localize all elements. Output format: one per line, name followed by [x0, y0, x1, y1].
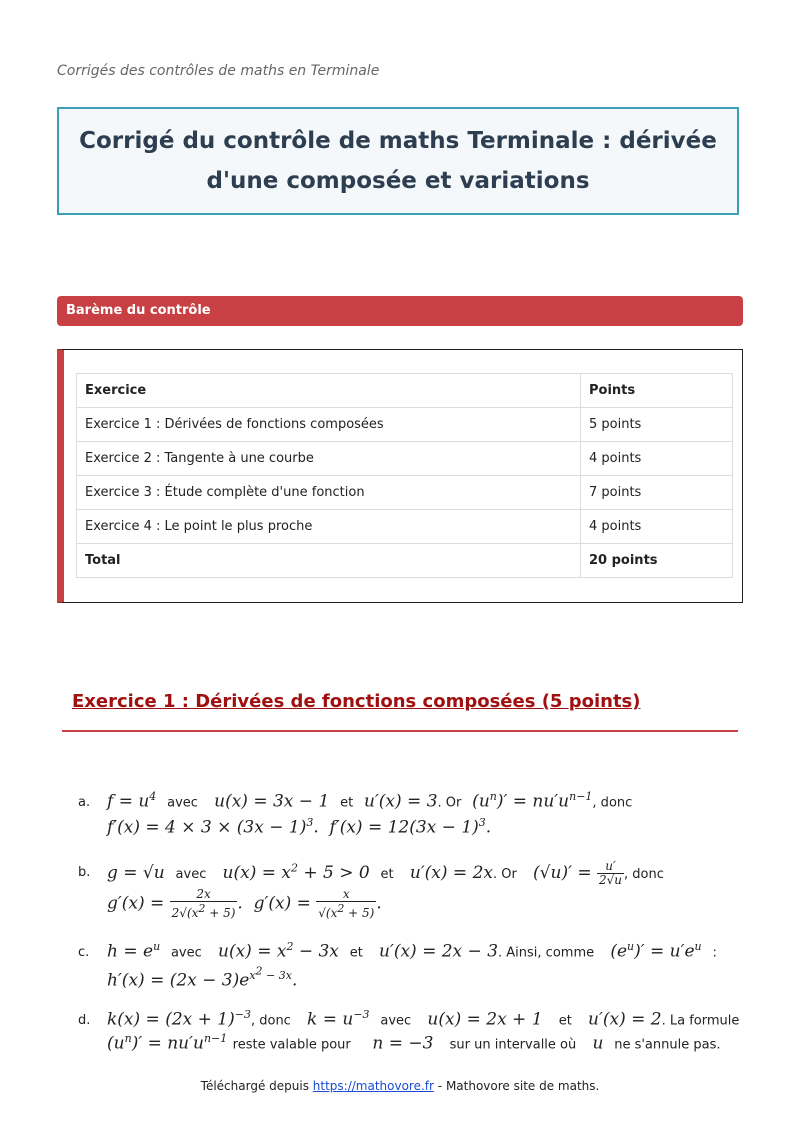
exercice-cell: Exercice 3 : Étude complète d'une fonction [77, 476, 581, 510]
formula-line: $h'(x) = (2x - 3)e^{x^2 - 3x}$. [107, 964, 298, 991]
footer-suffix: - Mathovore site de maths. [437, 1079, 600, 1093]
divider [62, 730, 738, 732]
points-cell: 4 points [581, 510, 733, 544]
exercise1-title: Exercice 1 : Dérivées de fonctions composées (5 points) [72, 691, 641, 712]
score-table [76, 373, 733, 578]
formula-line: g′(x) = $\frac{2x}{2√(x^2 + 5)}$ . g′(x) = $\frac{x}{√(x^2 + 5)}$ . [107, 887, 382, 920]
text-or: . Or [492, 867, 517, 882]
text-or: . Or [437, 795, 462, 811]
formula-line: g = √u avec $u(x) = x^2 + 5 > 0$ et u′(x) = 2x. Or (√u)′ = $\frac{u'}{2√u}$ , donc [107, 859, 664, 887]
footer [0, 1079, 800, 1093]
table-row [77, 510, 733, 544]
text-avec: avec [380, 1013, 412, 1029]
text-annule: ne s'annule pas. [614, 1037, 721, 1053]
text-ainsi: . Ainsi, comme [498, 945, 595, 961]
total-label: Total [77, 544, 581, 578]
text-avec: avec [167, 795, 198, 811]
points-cell: 5 points [581, 408, 733, 442]
text-donc: , donc [592, 795, 633, 811]
text-donc: , donc [624, 867, 664, 882]
exercice-cell: Exercice 1 : Dérivées de fonctions composées [77, 408, 581, 442]
text-et: et [340, 795, 354, 811]
bareme-box [57, 349, 743, 603]
title-box [57, 107, 739, 215]
footer-link[interactable]: https://mathovore.fr [312, 1079, 434, 1093]
bareme-heading: Barème du contrôle [57, 296, 743, 326]
text-donc: , donc [250, 1013, 291, 1029]
text-et: et [349, 945, 363, 961]
total-points: 20 points [581, 544, 733, 578]
header-note: Corrigés des contrôles de maths en Terminale [57, 63, 380, 79]
text-et: et [558, 1013, 572, 1029]
text-avec: avec [170, 945, 202, 961]
points-cell: 4 points [581, 442, 733, 476]
table-row [77, 476, 733, 510]
table-total-row [77, 544, 733, 578]
formula-line: $k(x) = (2x + 1)^{-3}$, donc $k = u^{-3}$ avec u(x) = 2x + 1 et u′(x) = 2. La formule [107, 1008, 740, 1030]
item-label: c. [78, 945, 90, 960]
text-avec: avec [175, 867, 207, 882]
column-header-points: Points [581, 374, 733, 408]
table-row [77, 408, 733, 442]
exercice-cell: Exercice 4 : Le point le plus proche [77, 510, 581, 544]
formula-line: $f'(x) = 4 \times 3 \times (3x - 1)^3$. $f'(x) = 12(3x - 1)^3$. [107, 816, 492, 838]
table-row [77, 442, 733, 476]
text-et: et [380, 867, 394, 882]
formula-line: $h = e^u$ avec $u(x) = x^2 - 3x$ et u′(x) = 2x − 3. Ainsi, comme $(e^u)' = u'e^u$ : [107, 940, 717, 962]
item-label: d. [78, 1013, 91, 1028]
table-header-row [77, 374, 733, 408]
footer-prefix: Téléchargé depuis [200, 1079, 309, 1093]
column-header-exercice: Exercice [77, 374, 581, 408]
exercice-cell: Exercice 2 : Tangente à une courbe [77, 442, 581, 476]
formula-line: $(u^n)' = nu'u^{n-1}$ reste valable pour n = −3 sur un intervalle où u ne s'annule pas. [107, 1032, 721, 1054]
text-intervalle: sur un intervalle où [449, 1037, 577, 1053]
page-title: Corrigé du contrôle de maths Terminale : dérivée d'une composée et variations [79, 128, 717, 194]
text-formule: . La formule [661, 1013, 740, 1029]
formula-line: $f = u^4$ avec u(x) = 3x − 1 et u′(x) = 3. Or $(u^n)' = nu'u^{n-1}$, donc [107, 790, 633, 812]
text-colon: : [712, 945, 717, 961]
text-valable: reste valable pour [232, 1037, 351, 1053]
item-label: a. [78, 795, 91, 810]
item-label: b. [78, 865, 91, 880]
points-cell: 7 points [581, 476, 733, 510]
